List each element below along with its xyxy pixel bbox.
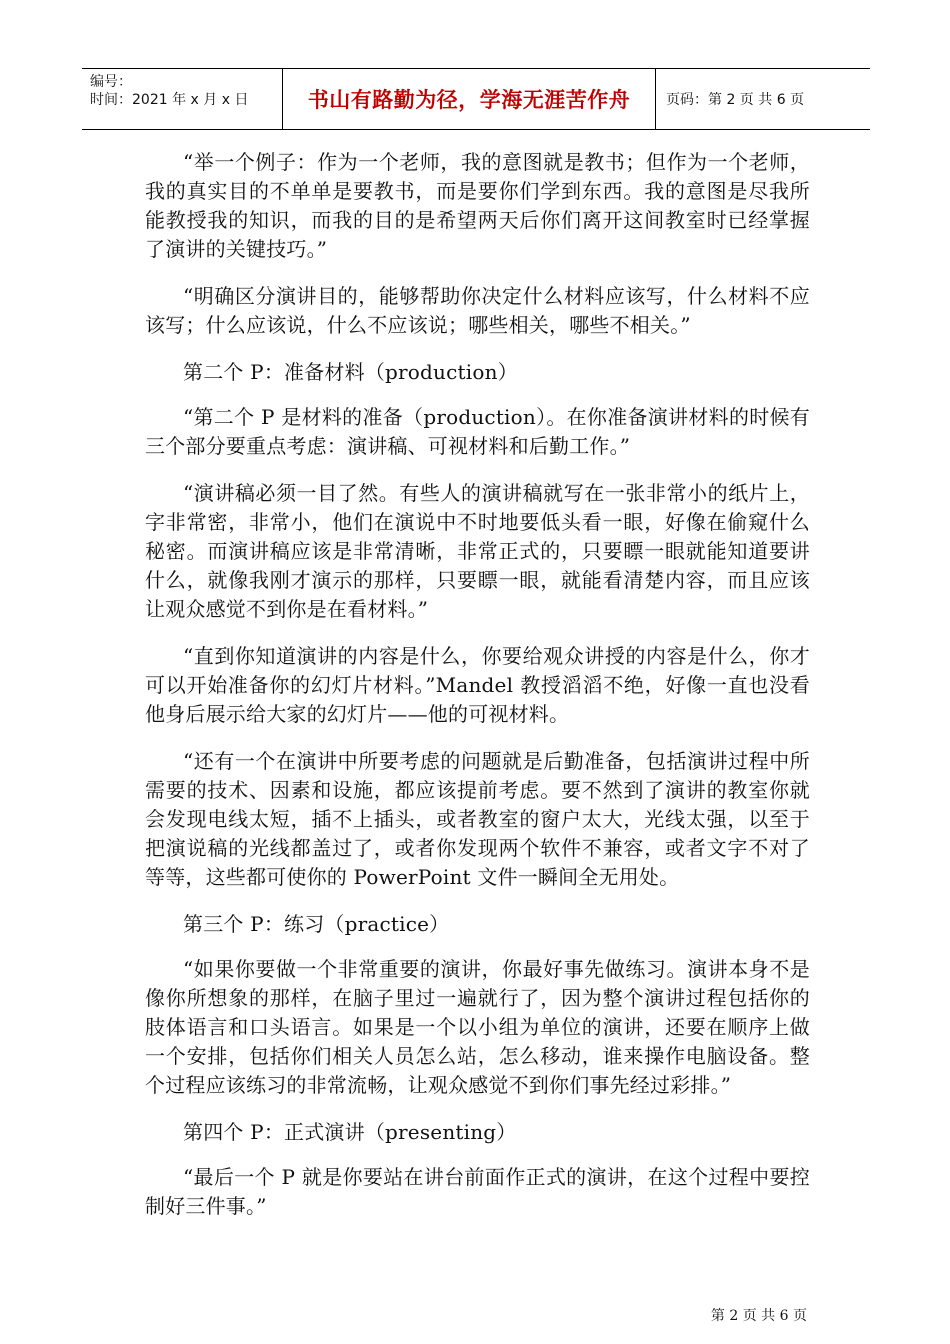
paragraph-slides: “直到你知道演讲的内容是什么，你要给观众讲授的内容是什么，你才可以开始准备你的幻灯片材料。”Mandel 教授滔滔不绝，好像一直也没看他身后展示给大家的幻灯片——他的可视材料。 xyxy=(145,644,810,726)
paragraph-purpose: “明确区分演讲目的，能够帮助你决定什么材料应该写，什么材料不应该写；什么应该说，什么不应该说；哪些相关，哪些不相关。” xyxy=(145,284,810,337)
document-date-label: 时间：2021 年 x 月 x 日 xyxy=(90,92,249,108)
paragraph-production-intro: “第二个 P 是材料的准备（production）。在你准备演讲材料的时候有三个部分要重点考虑：演讲稿、可视材料和后勤工作。” xyxy=(145,405,810,458)
section-heading-practice: 第三个 P：练习（practice） xyxy=(183,912,450,936)
header-motto: 书山有路勤为径，学海无涯苦作舟 xyxy=(283,69,656,129)
section-heading-presenting: 第四个 P：正式演讲（presenting） xyxy=(183,1120,517,1144)
document-number-label: 编号： xyxy=(90,74,132,90)
page-header xyxy=(82,68,870,130)
paragraph-speech-draft: “演讲稿必须一目了然。有些人的演讲稿就写在一张非常小的纸片上，字非常密，非常小，他们在演说中不时地要低头看一眼，好像在偷窥什么秘密。而演讲稿应该是非常清晰，非常正式的，只要瞟一眼就能知道要讲什么，就像我刚才演示的那样，只要瞟一眼，就能看清楚内容，而且应该让观众感觉不到你是在看材料。” xyxy=(145,481,810,621)
paragraph-presenting: “最后一个 P 就是你要站在讲台前面作正式的演讲，在这个过程中要控制好三件事。” xyxy=(145,1165,810,1218)
paragraph-intent-example: “举一个例子：作为一个老师，我的意图就是教书；但作为一个老师，我的真实目的不单单是要教书，而是要你们学到东西。我的意图是尽我所能教授我的知识，而我的目的是希望两天后你们离开这间教室时已经掌握了演讲的关键技巧。” xyxy=(145,150,810,261)
page-footer-number: 第 2 页 共 6 页 xyxy=(710,1308,807,1324)
header-meta-cell xyxy=(82,69,283,129)
document-body xyxy=(145,148,810,1239)
header-page-number: 页码：第 2 页 共 6 页 xyxy=(666,92,805,108)
paragraph-practice: “如果你要做一个非常重要的演讲，你最好事先做练习。演讲本身不是像你所想象的那样，在脑子里过一遍就行了，因为整个演讲过程包括你的肢体语言和口头语言。如果是一个以小组为单位的演讲，还要在顺序上做一个安排，包括你们相关人员怎么站，怎么移动，谁来操作电脑设备。整个过程应该练习的非常流畅，让观众感觉不到你们事先经过彩排。” xyxy=(145,957,810,1097)
paragraph-logistics: “还有一个在演讲中所要考虑的问题就是后勤准备，包括演讲过程中所需要的技术、因素和设施，都应该提前考虑。要不然到了演讲的教室你就会发现电线太短，插不上插头，或者教室的窗户太大，光线太强，以至于把演说稿的光线都盖过了，或者你发现两个软件不兼容，或者文字不对了等等，这些都可使你的 PowerPoint 文件一瞬间全无用处。 xyxy=(145,749,810,889)
section-heading-production: 第二个 P：准备材料（production） xyxy=(183,360,518,384)
